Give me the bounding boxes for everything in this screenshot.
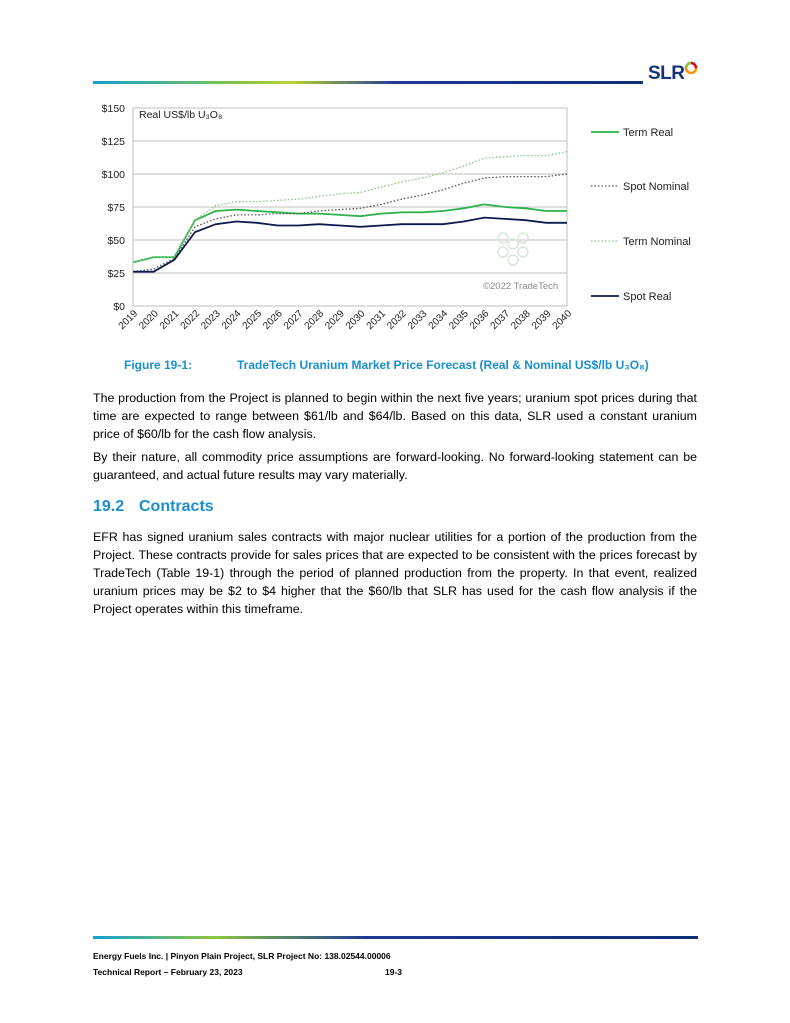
y-tick-label: $150 <box>101 103 125 115</box>
section-heading <box>93 498 214 516</box>
x-tick-label: 2021 <box>157 308 182 332</box>
watermark-logo-icon <box>498 233 528 265</box>
legend-label: Term Nominal <box>623 236 691 248</box>
figure-title: TradeTech Uranium Market Price Forecast (Real & Nominal US$/lb U₃O₈) <box>237 358 649 372</box>
x-tick-label: 2033 <box>405 308 430 332</box>
x-tick-label: 2026 <box>261 308 285 332</box>
footer-page-number: 19-3 <box>385 967 403 977</box>
x-tick-label: 2040 <box>550 308 575 332</box>
legend-label: Spot Nominal <box>623 181 690 193</box>
x-tick-label: 2024 <box>219 308 244 332</box>
x-tick-label: 2029 <box>323 308 347 332</box>
y-tick-label: $25 <box>107 268 125 280</box>
y-tick-label: $125 <box>101 136 125 148</box>
x-tick-label: 2019 <box>116 308 141 332</box>
x-tick-label: 2039 <box>529 308 554 332</box>
x-tick-label: 2020 <box>137 308 161 332</box>
footer-report-date: Technical Report – February 23, 2023 <box>93 967 243 977</box>
x-tick-label: 2037 <box>488 308 513 332</box>
x-tick-label: 2028 <box>302 308 327 332</box>
paragraph-spot-prices: The production from the Project is planned to begin within the next five years; uranium spot prices during that time are expected to range between $61/lb and $64/lb. Based on this data, SLR used a constant uranium price of $60/lb for the cash flow analysis. <box>93 391 697 441</box>
section-number: 19.2 <box>93 498 125 515</box>
header-rule <box>93 81 643 84</box>
x-tick-label: 2025 <box>240 308 265 332</box>
y-tick-label: $50 <box>107 235 125 247</box>
x-tick-label: 2023 <box>199 308 223 332</box>
paragraph-forward-looking: By their nature, all commodity price assumptions are forward-looking. No forward-looking statement can be guaranteed, and actual future results may vary materially. <box>93 450 697 482</box>
x-tick-label: 2034 <box>426 308 451 332</box>
x-tick-label: 2038 <box>509 308 533 332</box>
logo-swirl-icon <box>684 61 698 75</box>
x-tick-label: 2031 <box>364 308 389 332</box>
y-tick-label: $100 <box>101 169 125 181</box>
slr-logo <box>648 63 698 87</box>
legend-label: Term Real <box>623 127 674 139</box>
y-axis-label: Real US$/lb U₃O₈ <box>139 109 223 121</box>
x-tick-label: 2030 <box>343 308 368 332</box>
legend-label: Spot Real <box>623 291 672 303</box>
watermark-text: ©2022 TradeTech <box>483 281 559 292</box>
footer-rule <box>93 936 698 939</box>
paragraph-contracts: EFR has signed uranium sales contracts with major nuclear utilities for a portion of the production from the Project. These contracts provide for sales prices that are expected to be consistent with the prices forecast by TradeTech (Table 19-1) through the period of planned production from the property. In that event, realized uranium prices may be $2 to $4 higher that the $60/lb that SLR has used for the cash flow analysis if the Project operates within this timeframe. <box>93 530 697 616</box>
x-tick-label: 2022 <box>178 308 203 332</box>
y-tick-label: $75 <box>107 202 125 214</box>
x-tick-label: 2036 <box>467 308 492 332</box>
x-tick-label: 2027 <box>281 308 306 332</box>
y-tick-label: $0 <box>113 301 125 313</box>
price-forecast-chart <box>93 96 703 354</box>
footer-project: Energy Fuels Inc. | Pinyon Plain Project, SLR Project No: 138.02544.00006 <box>93 951 391 961</box>
x-tick-label: 2035 <box>447 308 471 332</box>
figure-number: Figure 19-1: <box>124 358 193 372</box>
logo-text: SLR <box>648 63 685 84</box>
section-title: Contracts <box>139 498 214 515</box>
x-tick-label: 2032 <box>385 308 409 332</box>
